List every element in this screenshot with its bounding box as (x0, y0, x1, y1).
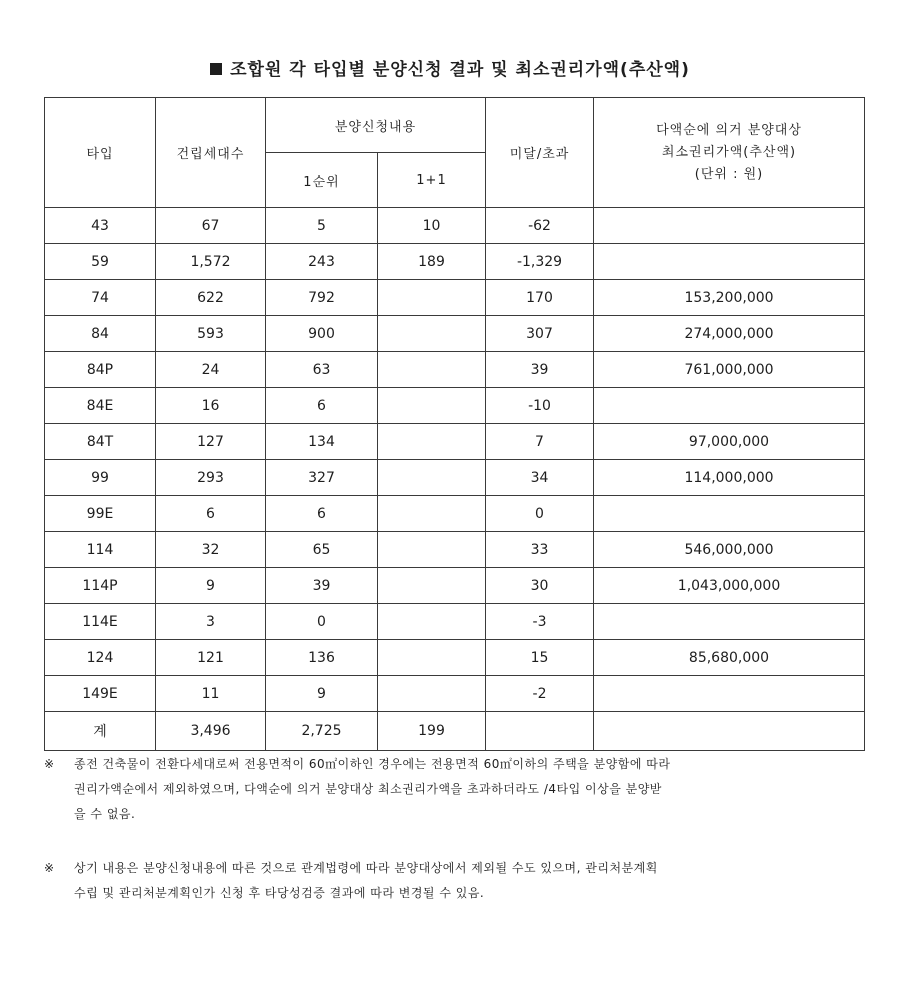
cell-one-plus-one (378, 352, 486, 388)
cell-rank1: 9 (266, 676, 378, 712)
table-row (45, 208, 865, 244)
cell-type: 114 (45, 532, 156, 568)
cell-shortfall: 33 (486, 532, 594, 568)
cell-units: 593 (156, 316, 266, 352)
footnote-line: 권리가액순에서 제외하였으며, 다액순에 의거 분양대상 최소권리가액을 초과하더라도 /4타입 이상을 분양받 (74, 782, 662, 796)
cell-min-value: 85,680,000 (594, 640, 865, 676)
cell-min-value: 546,000,000 (594, 532, 865, 568)
cell-units: 622 (156, 280, 266, 316)
application-result-table (44, 97, 865, 751)
cell-shortfall: -10 (486, 388, 594, 424)
table-row (45, 424, 865, 460)
cell-rank1: 792 (266, 280, 378, 316)
cell-shortfall: -3 (486, 604, 594, 640)
square-bullet-icon (210, 63, 222, 75)
cell-shortfall: -1,329 (486, 244, 594, 280)
header-application-group: 분양신청내용 (266, 98, 486, 153)
cell-units: 16 (156, 388, 266, 424)
cell-units: 9 (156, 568, 266, 604)
cell-rank1: 0 (266, 604, 378, 640)
cell-units: 3 (156, 604, 266, 640)
cell-type: 124 (45, 640, 156, 676)
table-header-row (45, 98, 865, 153)
cell-type: 59 (45, 244, 156, 280)
footnote-line: 을 수 없음. (74, 807, 136, 821)
cell-shortfall: 0 (486, 496, 594, 532)
header-one-plus-one: 1+1 (378, 153, 486, 208)
table-row (45, 280, 865, 316)
cell-one-plus-one (378, 460, 486, 496)
table-row (45, 388, 865, 424)
cell-min-value: 114,000,000 (594, 460, 865, 496)
cell-type: 84 (45, 316, 156, 352)
cell-rank1: 136 (266, 640, 378, 676)
cell-rank1: 2,725 (266, 712, 378, 751)
footnote (44, 856, 869, 906)
table-row (45, 244, 865, 280)
cell-units: 127 (156, 424, 266, 460)
page-title (0, 55, 900, 80)
cell-shortfall: 7 (486, 424, 594, 460)
table-header (45, 98, 865, 208)
cell-one-plus-one (378, 388, 486, 424)
cell-units: 24 (156, 352, 266, 388)
cell-min-value: 97,000,000 (594, 424, 865, 460)
footnotes (44, 752, 869, 906)
cell-shortfall (486, 712, 594, 751)
footnote-line: 종전 건축물이 전환다세대로써 전용면적이 60㎡이하인 경우에는 전용면적 60㎡이하의 주택을 분양함에 따라 (74, 757, 671, 771)
cell-type: 74 (45, 280, 156, 316)
header-min-value-line: 최소권리가액(추산액) (661, 144, 797, 160)
header-rank1: 1순위 (266, 153, 378, 208)
cell-rank1: 6 (266, 388, 378, 424)
cell-one-plus-one: 10 (378, 208, 486, 244)
cell-min-value: 761,000,000 (594, 352, 865, 388)
reference-mark-icon: ※ (44, 861, 55, 875)
cell-min-value (594, 208, 865, 244)
header-min-value-unit: (단위 : 원) (694, 166, 764, 182)
cell-min-value (594, 676, 865, 712)
cell-min-value: 153,200,000 (594, 280, 865, 316)
cell-min-value: 1,043,000,000 (594, 568, 865, 604)
cell-min-value (594, 244, 865, 280)
cell-one-plus-one (378, 532, 486, 568)
cell-type: 계 (45, 712, 156, 751)
cell-shortfall: 170 (486, 280, 594, 316)
page-title-text: 조합원 각 타입별 분양신청 결과 및 최소권리가액(추산액) (230, 60, 690, 80)
cell-units: 121 (156, 640, 266, 676)
table-row (45, 460, 865, 496)
header-shortfall: 미달/초과 (486, 98, 594, 208)
table-row (45, 496, 865, 532)
cell-rank1: 243 (266, 244, 378, 280)
cell-shortfall: 15 (486, 640, 594, 676)
cell-units: 1,572 (156, 244, 266, 280)
header-type: 타입 (45, 98, 156, 208)
cell-one-plus-one (378, 604, 486, 640)
table-row (45, 352, 865, 388)
cell-shortfall: 30 (486, 568, 594, 604)
cell-shortfall: 307 (486, 316, 594, 352)
cell-rank1: 900 (266, 316, 378, 352)
cell-type: 114P (45, 568, 156, 604)
cell-units: 6 (156, 496, 266, 532)
table-total-row (45, 712, 865, 751)
header-min-value-line: 다액순에 의거 분양대상 (656, 122, 802, 138)
footnote (44, 752, 869, 827)
cell-units: 3,496 (156, 712, 266, 751)
cell-rank1: 5 (266, 208, 378, 244)
header-min-value (594, 98, 865, 208)
table-body (45, 208, 865, 751)
cell-min-value (594, 712, 865, 751)
cell-one-plus-one (378, 280, 486, 316)
cell-units: 32 (156, 532, 266, 568)
cell-shortfall: -2 (486, 676, 594, 712)
cell-type: 114E (45, 604, 156, 640)
table-row (45, 640, 865, 676)
cell-one-plus-one (378, 640, 486, 676)
cell-shortfall: 39 (486, 352, 594, 388)
header-units: 건립세대수 (156, 98, 266, 208)
cell-type: 84P (45, 352, 156, 388)
cell-type: 99 (45, 460, 156, 496)
table-row (45, 532, 865, 568)
reference-mark-icon: ※ (44, 757, 55, 771)
cell-units: 293 (156, 460, 266, 496)
cell-rank1: 65 (266, 532, 378, 568)
cell-rank1: 134 (266, 424, 378, 460)
cell-one-plus-one: 199 (378, 712, 486, 751)
cell-min-value (594, 388, 865, 424)
cell-type: 99E (45, 496, 156, 532)
cell-min-value (594, 604, 865, 640)
table-row (45, 676, 865, 712)
cell-one-plus-one (378, 568, 486, 604)
footnote-line: 상기 내용은 분양신청내용에 따른 것으로 관계법령에 따라 분양대상에서 제외될 수도 있으며, 관리처분계획 (74, 861, 658, 875)
footnote-line: 수립 및 관리처분계획인가 신청 후 타당성검증 결과에 따라 변경될 수 있음. (74, 886, 485, 900)
cell-units: 67 (156, 208, 266, 244)
cell-type: 84T (45, 424, 156, 460)
table-row (45, 568, 865, 604)
cell-min-value: 274,000,000 (594, 316, 865, 352)
cell-rank1: 39 (266, 568, 378, 604)
cell-units: 11 (156, 676, 266, 712)
cell-min-value (594, 496, 865, 532)
table-row (45, 604, 865, 640)
cell-one-plus-one (378, 496, 486, 532)
cell-shortfall: 34 (486, 460, 594, 496)
cell-type: 84E (45, 388, 156, 424)
cell-shortfall: -62 (486, 208, 594, 244)
cell-type: 149E (45, 676, 156, 712)
cell-rank1: 63 (266, 352, 378, 388)
cell-one-plus-one (378, 316, 486, 352)
cell-one-plus-one (378, 676, 486, 712)
cell-one-plus-one (378, 424, 486, 460)
cell-one-plus-one: 189 (378, 244, 486, 280)
cell-rank1: 6 (266, 496, 378, 532)
cell-rank1: 327 (266, 460, 378, 496)
cell-type: 43 (45, 208, 156, 244)
table-row (45, 316, 865, 352)
